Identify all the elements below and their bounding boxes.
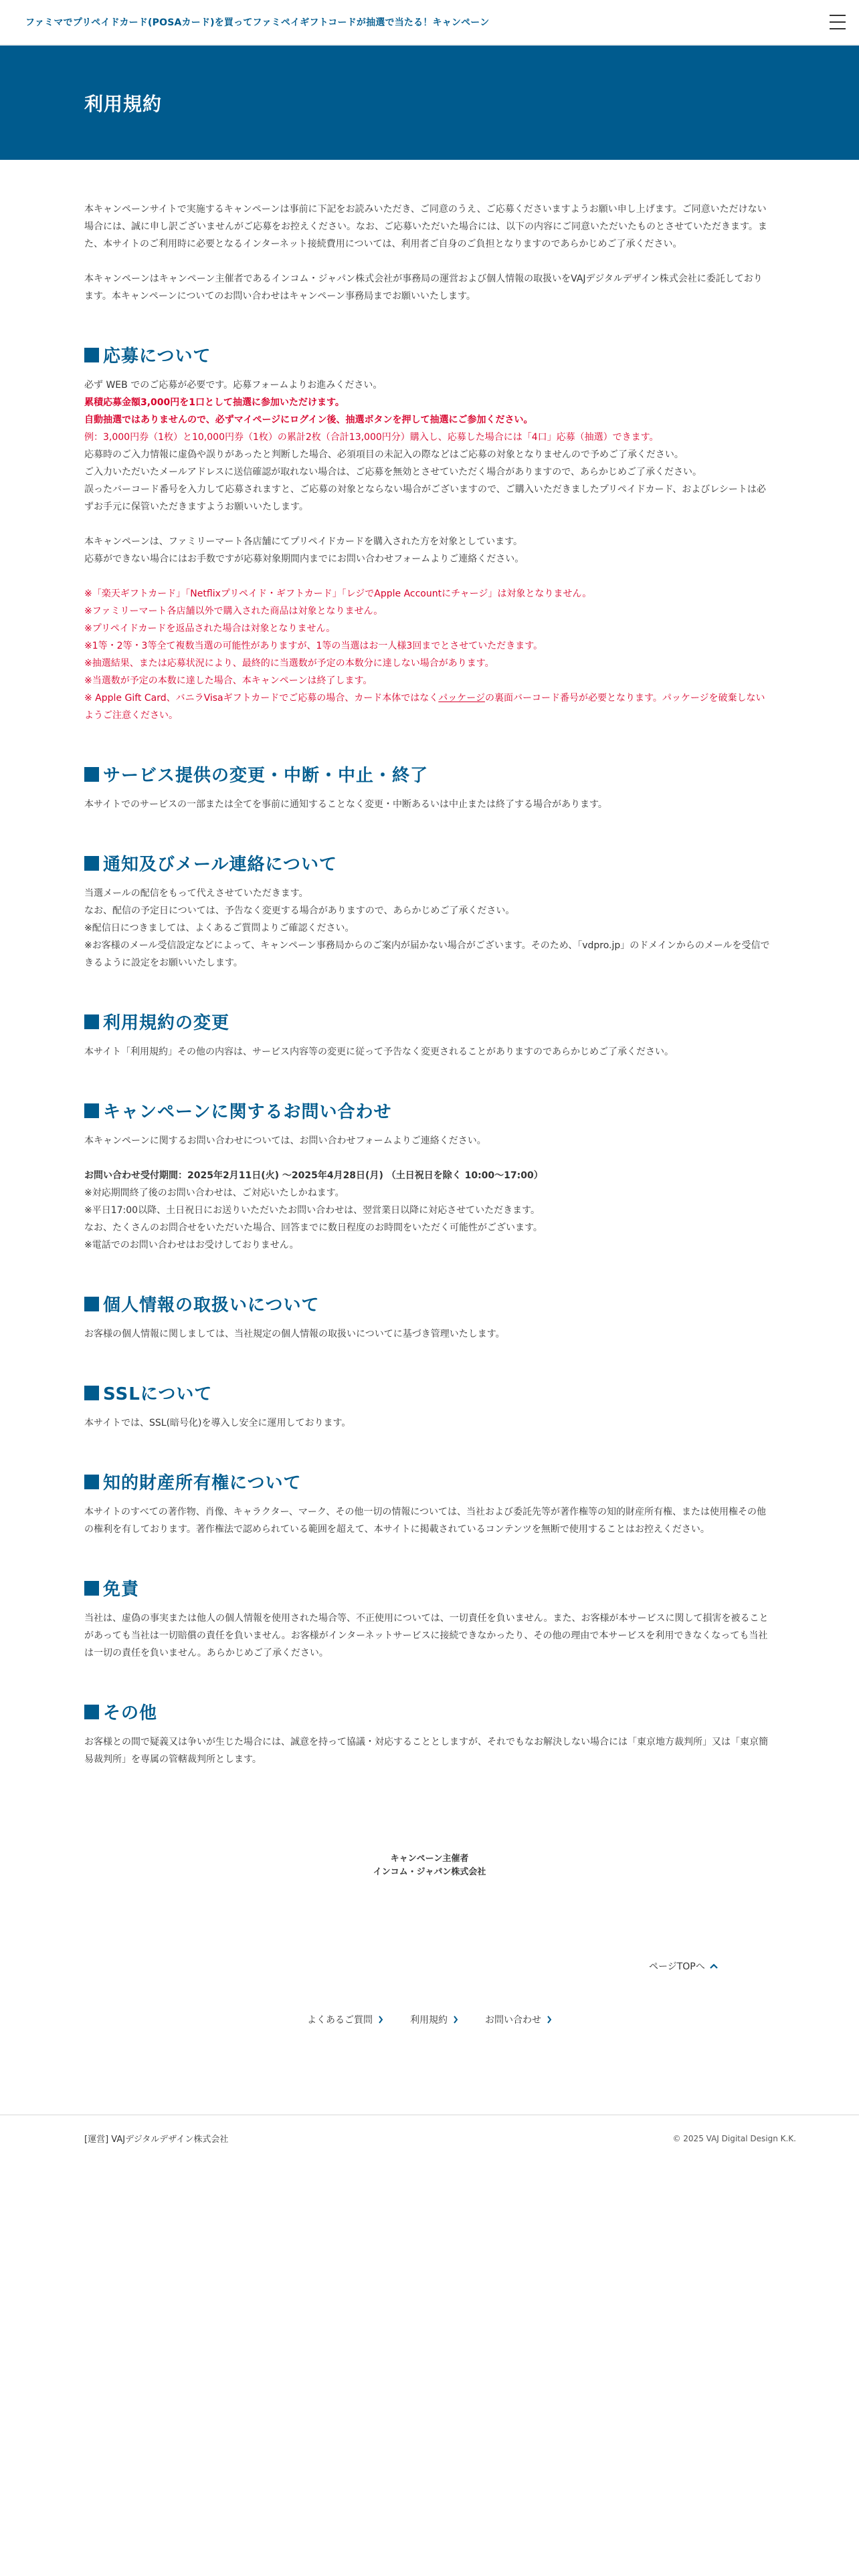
section-heading: 通知及びメール連絡について xyxy=(84,851,771,875)
site-footer xyxy=(0,2115,859,2161)
page-top-label: ページTOPへ xyxy=(649,1961,705,1972)
section-heading: SSLについて xyxy=(84,1380,771,1405)
organizer-credit xyxy=(0,1852,859,1879)
section-heading: 応募について xyxy=(84,342,771,367)
section-disclaimer xyxy=(84,1576,771,1662)
square-bullet-icon xyxy=(84,1705,99,1719)
section-heading: その他 xyxy=(84,1699,771,1724)
paragraph: 本サイト「利用規約」その他の内容は、サービス内容等の変更に従って予告なく変更されることがありますのであらかじめご了承ください。 xyxy=(84,1047,674,1057)
terms-content xyxy=(84,201,771,1768)
hamburger-menu-icon[interactable] xyxy=(830,15,846,29)
section-service xyxy=(84,762,771,813)
section-heading: 知的財産所有権について xyxy=(84,1469,771,1494)
section-other xyxy=(84,1699,771,1768)
paragraph: 当社は、虚偽の事実または他人の個人情報を使用された場合等、不正使用については、一切責任を負いません。また、お客様が本サービスに関して損害を被ることがあっても当社は一切賠償の責任を負いません。お客様がインターネットサービスに接続できなかったり、その他の理由で本サービスを利用できなくなっても当社は一切の責任を負いません。あらかじめご了承ください。 xyxy=(84,1613,769,1658)
paragraph: 応募時のご入力情報に虚偽や誤りがあったと判断した場合、必須項目の未記入の際などはご応募の対象となりませんので予めご了承ください。 ご入力いただいたメールアドレスに送信確認が取れない場合は、ご応募を無効とさせていただく場合がありますので、あらかじめご了承ください。 誤ったバーコード番号を入力して応募されますと、ご応募の対象とならない場合がございますので、ご購入いただきましたプリペイドカード、およびレシートは必ずお手元に保管いただきますようお願いいたします。 xyxy=(84,449,766,512)
section-heading: 免責 xyxy=(84,1576,771,1600)
square-bullet-icon xyxy=(84,1581,99,1596)
organizer-label: キャンペーン主催者 xyxy=(390,1854,469,1864)
section-privacy xyxy=(84,1291,771,1343)
note-item: ※1等・2等・3等全て複数当選の可能性がありますが、1等の当選はお一人様3回までとさせていただきます。 xyxy=(84,641,543,651)
square-bullet-icon xyxy=(84,1297,99,1311)
page-hero xyxy=(0,45,859,160)
section-heading: サービス提供の変更・中断・中止・終了 xyxy=(84,762,771,786)
square-bullet-icon xyxy=(84,856,99,871)
section-ssl xyxy=(84,1380,771,1432)
square-bullet-icon xyxy=(84,348,99,362)
note-item: ※プリペイドカードを返品された場合は対象となりません。 xyxy=(84,623,336,634)
note-item: ※ Apple Gift Card、バニラVisaギフトカードでご応募の場合、カード本体ではなくパッケージの裏面バーコード番号が必要となります。パッケージを破棄しないようご注意ください。 xyxy=(84,693,765,721)
paragraph: 本キャンペーンに関するお問い合わせについては、お問い合わせフォームよりご連絡ください。 xyxy=(84,1136,486,1146)
paragraph: 当選メールの配信をもって代えさせていただきます。 なお、配信の予定日については、予告なく変更する場合がありますので、あらかじめご了承ください。 ※配信日につきましては、よくあるご質問よりご確認ください。 ※お客様のメール受信設定などによって、キャンペーン事務局からのご案内が届かない場合がございます。そのため、「vdpro.jp」のドメインからのメールを受信できるように設定をお願いいたします。 xyxy=(84,888,770,968)
chevron-up-icon xyxy=(709,1963,719,1969)
copyright-text: © 2025 VAJ Digital Design K.K. xyxy=(672,2133,796,2143)
paragraph: 必ず WEB でのご応募が必要です。応募フォームよりお進みください。 xyxy=(84,380,383,391)
section-notice xyxy=(84,851,771,972)
alert-text: 自動抽選ではありませんので、必ずマイページにログイン後、抽選ボタンを押して抽選にご参加ください。 xyxy=(84,415,533,425)
site-title[interactable]: ファミマでプリペイドカード(POSAカード)を買ってファミペイギフトコードが抽選で当たる！キャンペーン xyxy=(25,17,490,28)
intro-paragraph: 本キャンペーンサイトで実施するキャンペーンは事前に下記をお読みいただき、ご同意のうえ、ご応募くださいますようお願い申し上げます。ご同意いただけない場合には、誠に申し訳ございませんがご応募をお控えください。なお、ご応募いただいた場合には、以下の内容にご同意いただいたものとさせていただきます。また、本サイトのご利用時に必要となるインターネット接続費用については、利用者ご自身のご負担となりますのであらかじめご了承ください。 xyxy=(84,204,767,249)
paragraph: お客様との間で疑義又は争いが生じた場合には、誠意を持って協議・対応することとしますが、それでもなお解決しない場合には「東京地方裁判所」又は「東京簡易裁判所」を専属の管轄裁判所とします。 xyxy=(84,1737,768,1765)
note-item: ※抽選結果、または応募状況により、最終的に当選数が予定の本数分に達しない場合があります。 xyxy=(84,658,494,669)
footer-link-contact[interactable]: お問い合わせ xyxy=(485,2013,552,2026)
organizer-name: インコム・ジャパン株式会社 xyxy=(373,1867,486,1877)
footer-nav xyxy=(0,2013,859,2026)
operator-text: [運営] VAJデジタルデザイン株式会社 xyxy=(84,2135,229,2145)
section-heading: キャンペーンに関するお問い合わせ xyxy=(84,1098,771,1123)
site-header xyxy=(0,0,859,45)
footer-link-faq[interactable]: よくあるご質問 xyxy=(307,2013,383,2026)
alert-text: 累積応募金額3,000円を1口として抽選に参加いただけます。 xyxy=(84,397,345,408)
paragraph: 本サイトでのサービスの一部または全てを事前に通知することなく変更・中断あるいは中止または終了する場合があります。 xyxy=(84,799,607,810)
chevron-right-icon xyxy=(453,2016,458,2024)
package-link[interactable]: パッケージ xyxy=(438,693,485,704)
chevron-right-icon xyxy=(378,2016,383,2024)
section-apply xyxy=(84,342,771,724)
square-bullet-icon xyxy=(84,1103,99,1118)
paragraph: 本サイトのすべての著作物、肖像、キャラクター、マーク、その他一切の情報については、当社および委託先等が著作権等の知的財産所有権、または使用権その他の権利を有しております。著作権法で認められている範囲を超えて、本サイトに掲載されているコンテンツを無断で使用することはお控えください。 xyxy=(84,1507,767,1535)
paragraph: 本キャンペーンは、ファミリーマート各店舗にてプリペイドカードを購入された方を対象としています。 応募ができない場合にはお手数ですが応募対象期間内までにお問い合わせフォームよりご連絡ください。 xyxy=(84,536,524,564)
section-terms-change xyxy=(84,1009,771,1061)
square-bullet-icon xyxy=(84,1475,99,1489)
square-bullet-icon xyxy=(84,1014,99,1029)
page-title: 利用規約 xyxy=(84,92,163,115)
section-heading: 利用規約の変更 xyxy=(84,1009,771,1034)
square-bullet-icon xyxy=(84,1386,99,1400)
chevron-right-icon xyxy=(547,2016,552,2024)
section-ip xyxy=(84,1469,771,1538)
intro-paragraph: 本キャンペーンはキャンペーン主催者であるインコム・ジャパン株式会社が事務局の運営および個人情報の取扱いをVAJデジタルデザイン株式会社に委託しております。本キャンペーンについてのお問い合わせはキャンペーン事務局までお願いいたします。 xyxy=(84,274,763,302)
footer-link-terms[interactable]: 利用規約 xyxy=(410,2013,458,2026)
alert-text: 例：3,000円券（1枚）と10,000円券（1枚）の累計2枚（合計13,000円分）購入し、応募した場合には「4口」応募（抽選）できます。 xyxy=(84,432,659,443)
square-bullet-icon xyxy=(84,767,99,782)
section-contact xyxy=(84,1098,771,1254)
note-item: ※ファミリーマート各店舗以外で購入された商品は対象となりません。 xyxy=(84,606,383,617)
page-top-link[interactable] xyxy=(649,1959,719,1973)
section-heading: 個人情報の取扱いについて xyxy=(84,1291,771,1316)
paragraph: お客様の個人情報に関しましては、当社規定の個人情報の取扱いについてに基づき管理いたします。 xyxy=(84,1329,505,1339)
note-item: ※当選数が予定の本数に達した場合、本キャンペーンは終了します。 xyxy=(84,675,373,686)
note-item: ※「楽天ギフトカード」「Netflixプリペイド・ギフトカード」「レジでApple Accountにチャージ」は対象となりません。 xyxy=(84,588,592,599)
contact-hours: お問い合わせ受付期間：2025年2月11日(火) 〜2025年4月28日(月) （土日祝日を除く 10:00〜17:00） xyxy=(84,1170,543,1181)
paragraph: ※対応期間終了後のお問い合わせは、ご対応いたしかねます。 ※平日17:00以降、土日祝日にお送りいただいたお問い合わせは、翌営業日以降に対応させていただきます。 なお、たくさんのお問合せをいただいた場合、回答までに数日程度のお時間をいただく可能性がございます。 ※電話でのお問い合わせはお受けしておりません。 xyxy=(84,1188,543,1251)
paragraph: 本サイトでは、SSL(暗号化)を導入し安全に運用しております。 xyxy=(84,1418,351,1428)
notes-list xyxy=(84,585,771,724)
